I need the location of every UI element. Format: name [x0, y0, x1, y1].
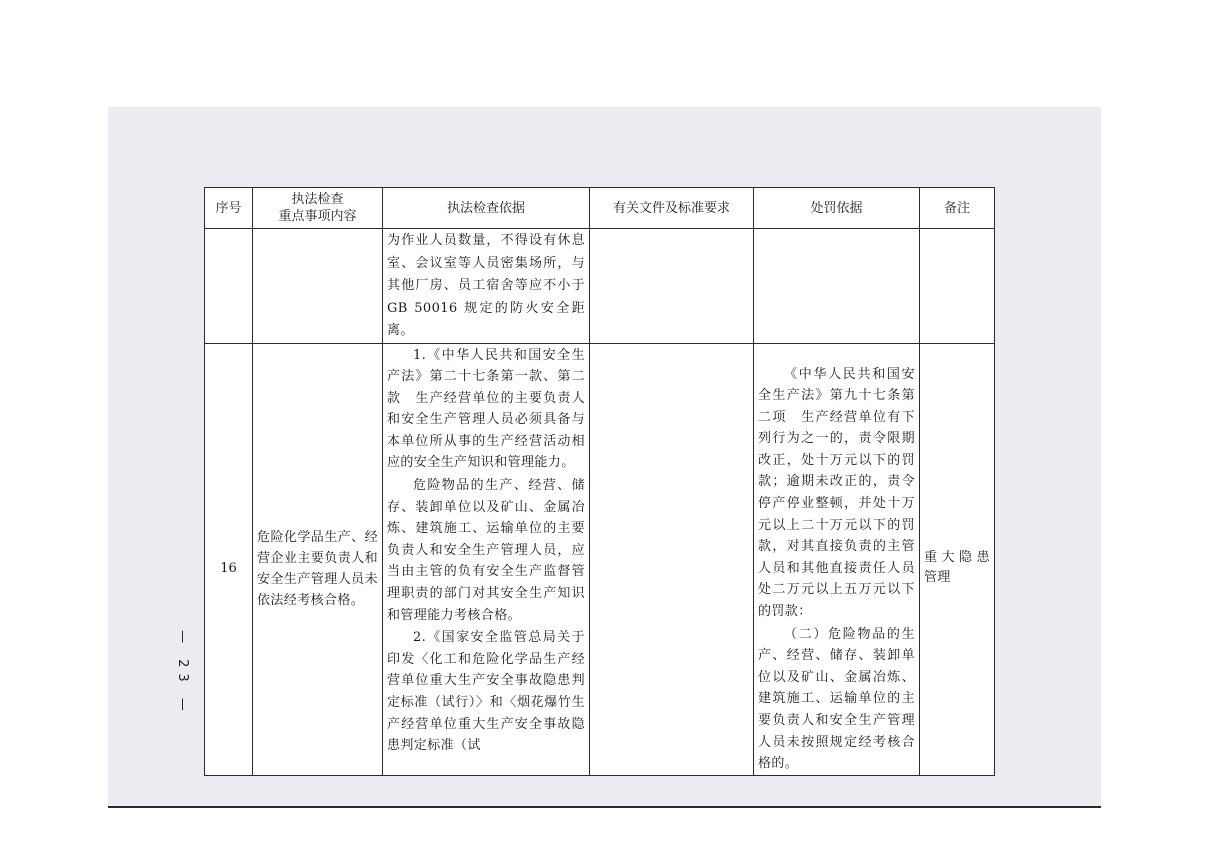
penalty-16-paragraph-2: （二）危险物品的生产、经营、储存、装卸单位以及矿山、金属冶炼、建筑施工、运输单位的主要负责人和安全生产管理人员未按照规定经考核合格的。 [758, 626, 915, 772]
header-item-line2: 重点事项内容 [278, 209, 357, 224]
page-number: — 23 — [175, 629, 190, 717]
cell-docs-16 [590, 343, 754, 775]
cell-remark-16 [920, 343, 995, 775]
scan-edge-line [108, 806, 1101, 808]
remark-16-text: 重大隐患管理 [924, 550, 990, 586]
cell-seq-continued [205, 229, 253, 344]
item-16-text: 危险化学品生产、经营企业主要负责人和安全生产管理人员未依法经考核合格。 [257, 530, 378, 609]
header-basis: 执法检查依据 [383, 188, 590, 229]
cell-penalty-16 [754, 343, 920, 775]
header-item-line1: 执法检查 [291, 192, 344, 207]
header-seq: 序号 [205, 188, 253, 229]
cell-basis-16 [383, 343, 590, 775]
basis-16-paragraph-2: 危险物品的生产、经营、储存、装卸单位以及矿山、金属冶炼、建筑施工、运输单位的主要负责人和安全生产管理人员，应当由主管的负有安全生产监督管理职责的部门对其安全生产知识和管理能力考核合格。 [387, 478, 585, 623]
basis-16-paragraph-3: 2.《国家安全监管总局关于印发〈化工和危险化学品生产经营单位重大生产安全事故隐患判定标准（试行）〉和〈烟花爆竹生产经营单位重大生产安全事故隐患判定标准（试 [387, 630, 585, 754]
header-remark: 备注 [920, 188, 995, 229]
basis-continued-text: 为作业人员数量，不得设有休息室、会议室等人员密集场所，与其他厂房、员工宿舍等应不小于 GB 50016 规定的防火安全距离。 [387, 233, 585, 338]
table-header-row [205, 188, 995, 229]
table-row-continued [205, 229, 995, 344]
cell-basis-continued [383, 229, 590, 344]
header-docs: 有关文件及标准要求 [590, 188, 754, 229]
cell-seq-16: 16 [205, 343, 253, 775]
header-penalty: 处罚依据 [754, 188, 920, 229]
header-item [253, 188, 383, 229]
table-row-16 [205, 343, 995, 775]
cell-item-16 [253, 343, 383, 775]
cell-item-continued [253, 229, 383, 344]
basis-16-paragraph-1: 1.《中华人民共和国安全生产法》第二十七条第一款、第二款 生产经营单位的主要负责人和安全生产管理人员必须具备与本单位所从事的生产经营活动相应的安全生产知识和管理能力。 [387, 347, 585, 471]
cell-docs-continued [590, 229, 754, 344]
cell-penalty-continued [754, 229, 920, 344]
cell-remark-continued [920, 229, 995, 344]
penalty-16-paragraph-1: 《中华人民共和国安全生产法》第九十七条第二项 生产经营单位有下列行为之一的，责令限期改正，处十万元以下的罚款；逾期未改正的，责令停产停业整顿，并处十万元以上二十万元以下的罚款，对其直接负责的主管人员和其他直接责任人员处二万元以上五万元以下的罚款： [758, 366, 915, 620]
inspection-table [204, 187, 995, 776]
